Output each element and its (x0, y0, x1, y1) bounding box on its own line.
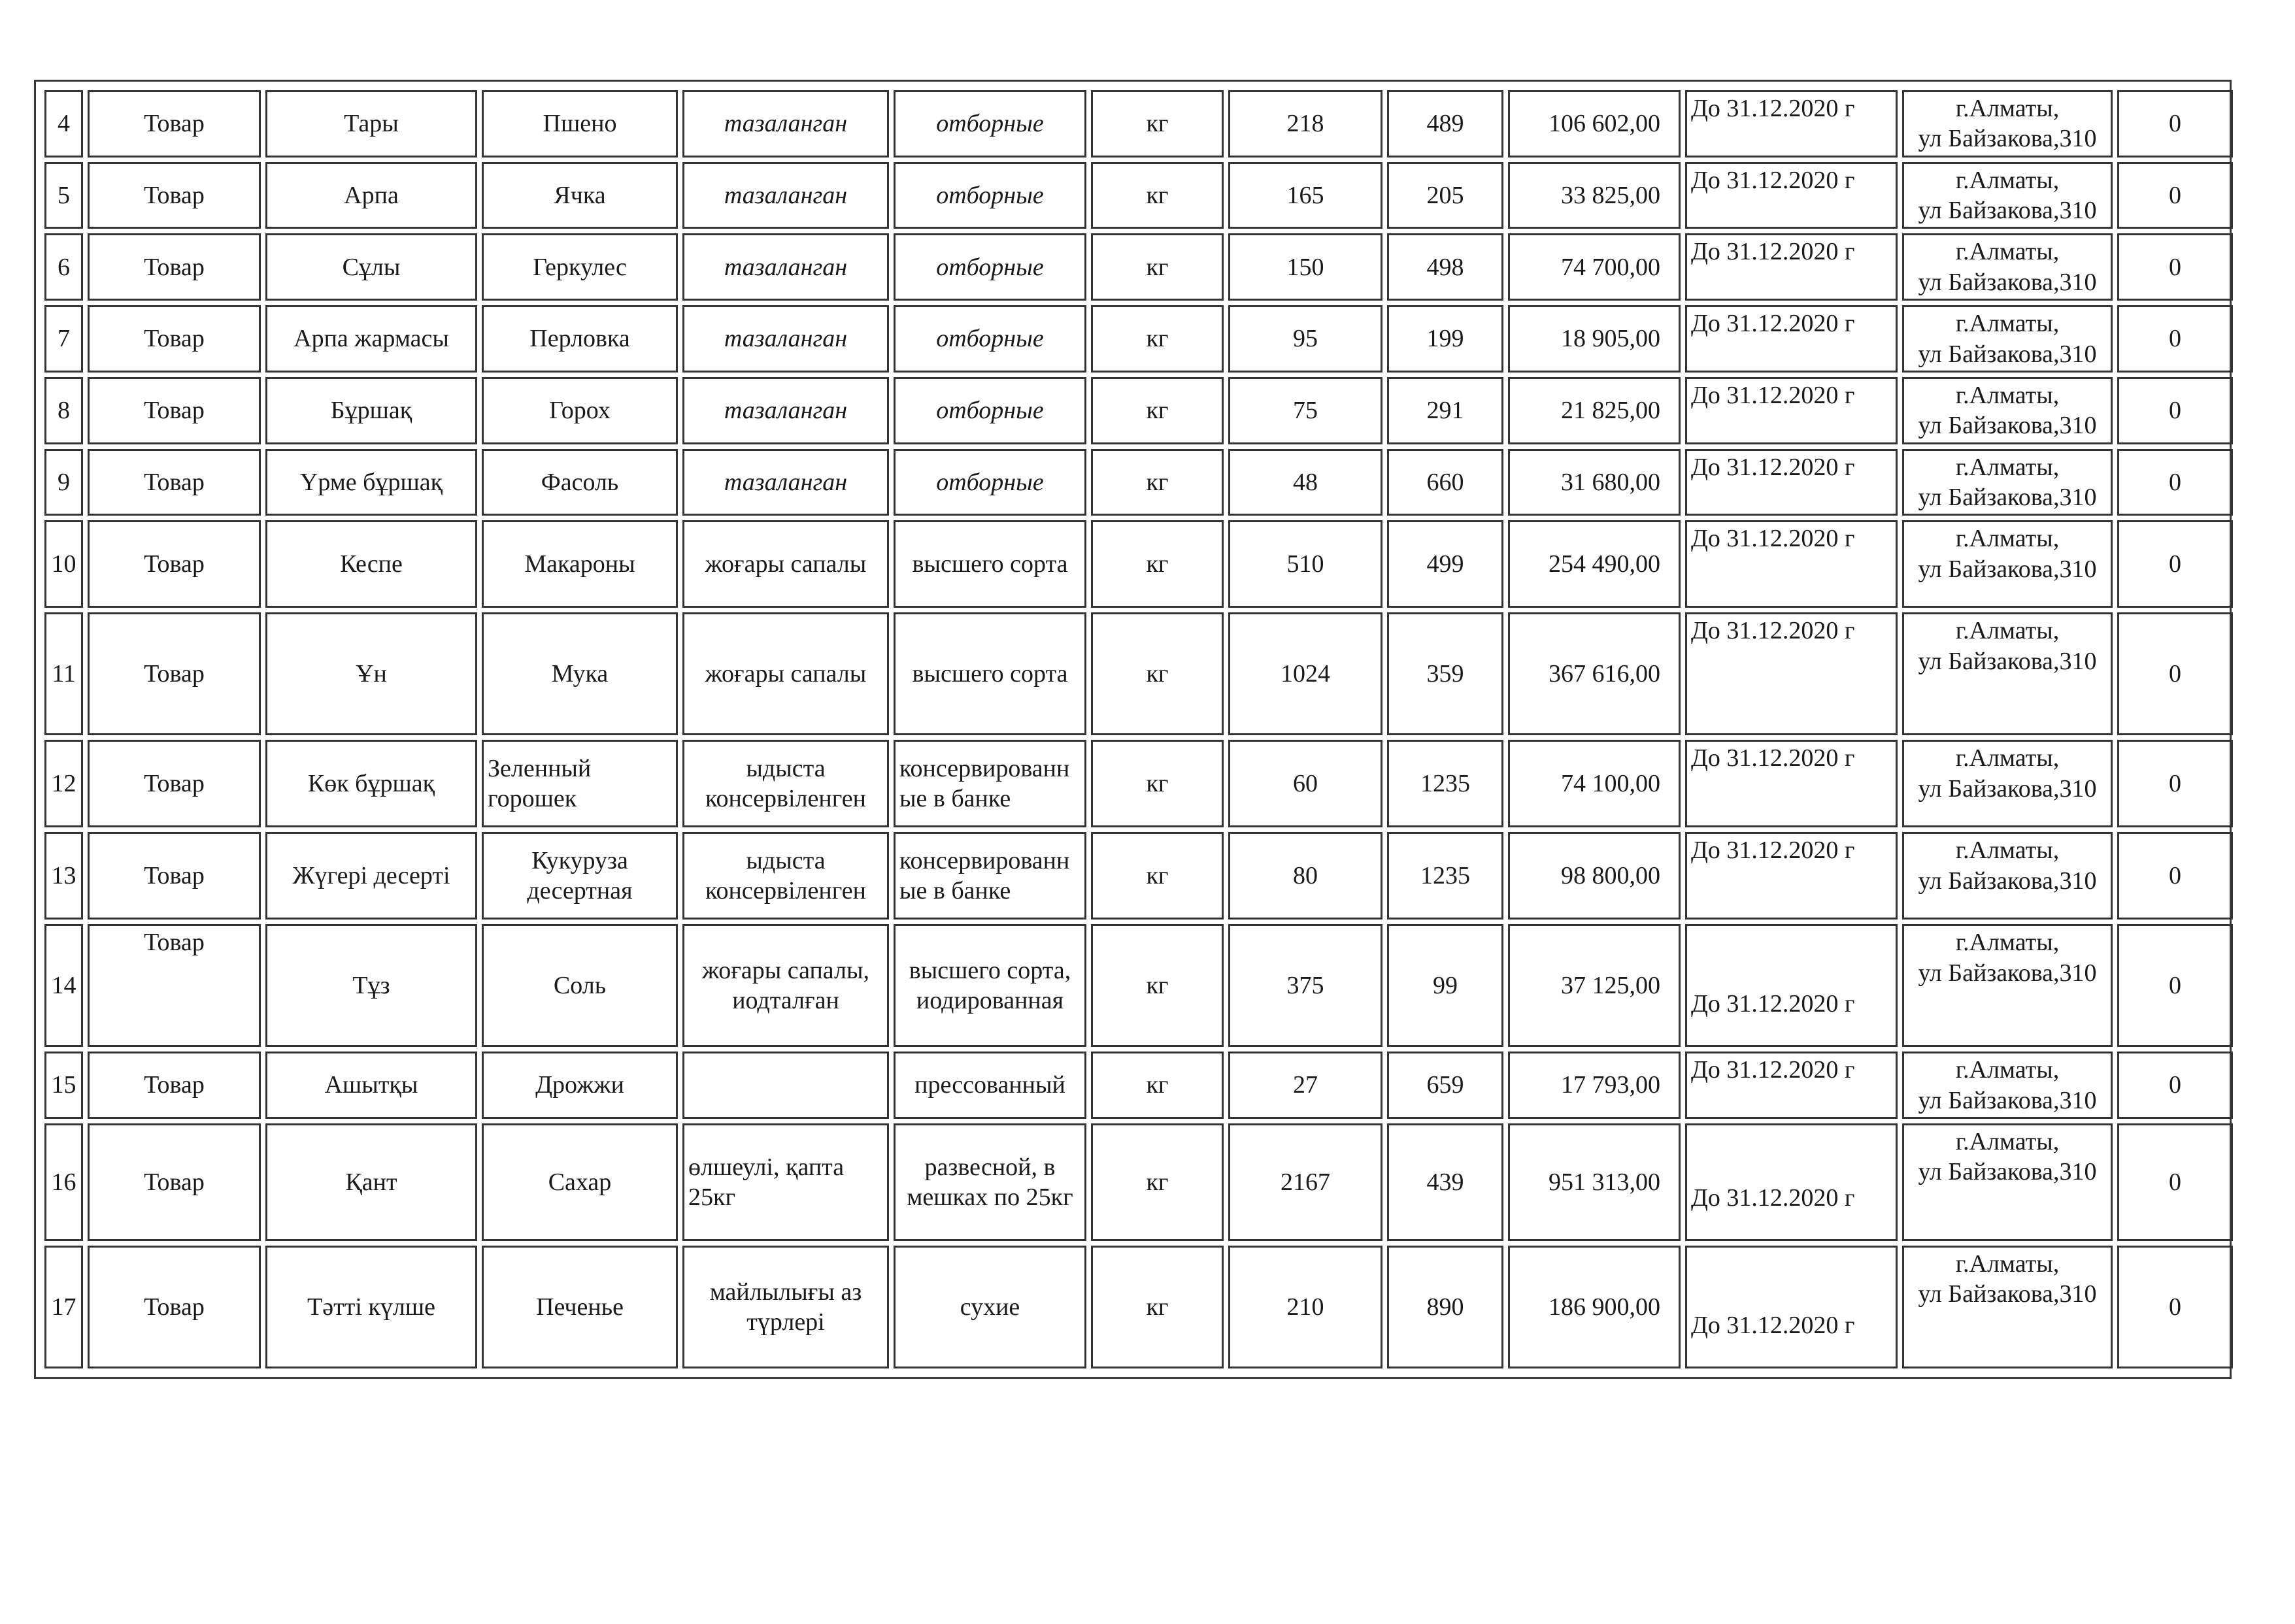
quantity: 1024 (1228, 612, 1382, 735)
address-city: г.Алматы, (1955, 381, 2060, 409)
quantity: 210 (1228, 1246, 1382, 1368)
delivery-deadline: До 31.12.2020 г (1685, 305, 1898, 373)
spec-kz: тазаланган (682, 449, 889, 516)
table-row (44, 449, 2233, 516)
spec-ru: развесной, в мешках по 25кг (894, 1123, 1086, 1241)
delivery-deadline: До 31.12.2020 г (1685, 377, 1898, 444)
unit-price: 359 (1387, 612, 1503, 735)
total-sum: 951 313,00 (1508, 1123, 1681, 1241)
delivery-address (1902, 233, 2113, 301)
advance-payment: 0 (2117, 305, 2233, 373)
advance-payment: 0 (2117, 832, 2233, 920)
total-sum: 98 800,00 (1508, 832, 1681, 920)
unit: кг (1091, 740, 1224, 827)
quantity: 27 (1228, 1052, 1382, 1119)
spec-kz: майлылығы аз түрлері (682, 1246, 889, 1368)
spec-kz: жоғары сапалы, иодталған (682, 924, 889, 1047)
address-city: г.Алматы, (1955, 310, 2060, 338)
total-sum: 31 680,00 (1508, 449, 1681, 516)
unit-price: 1235 (1387, 832, 1503, 920)
address-street: ул Байзакова,310 (1918, 268, 2097, 296)
address-street: ул Байзакова,310 (1918, 555, 2097, 583)
item-name-kz: Жүгері десерті (265, 832, 477, 920)
quantity: 48 (1228, 449, 1382, 516)
table-row (44, 832, 2233, 920)
delivery-address (1902, 832, 2113, 920)
address-city: г.Алматы, (1955, 166, 2060, 194)
item-name-kz: Тұз (265, 924, 477, 1047)
quantity: 510 (1228, 520, 1382, 608)
spec-ru: отборные (894, 449, 1086, 516)
item-name-kz: Тәтті күлше (265, 1246, 477, 1368)
unit-price: 890 (1387, 1246, 1503, 1368)
quantity: 80 (1228, 832, 1382, 920)
item-name-ru: Фасоль (482, 449, 678, 516)
row-number: 14 (44, 924, 83, 1047)
item-name-ru: Сахар (482, 1123, 678, 1241)
delivery-deadline: До 31.12.2020 г (1685, 449, 1898, 516)
item-type: Товар (88, 1246, 261, 1368)
item-name-kz: Көк бұршақ (265, 740, 477, 827)
address-city: г.Алматы, (1955, 1250, 2060, 1278)
delivery-deadline: До 31.12.2020 г (1685, 612, 1898, 735)
total-sum: 17 793,00 (1508, 1052, 1681, 1119)
item-type: Товар (88, 162, 261, 229)
spec-kz: тазаланган (682, 90, 889, 157)
spec-ru: отборные (894, 162, 1086, 229)
procurement-table (40, 86, 2237, 1373)
unit: кг (1091, 162, 1224, 229)
spec-kz: тазаланган (682, 305, 889, 373)
address-city: г.Алматы, (1955, 1128, 2060, 1156)
item-type: Товар (88, 377, 261, 444)
quantity: 75 (1228, 377, 1382, 444)
unit-price: 99 (1387, 924, 1503, 1047)
item-name-ru: Перловка (482, 305, 678, 373)
total-sum: 254 490,00 (1508, 520, 1681, 608)
table-row (44, 520, 2233, 608)
total-sum: 21 825,00 (1508, 377, 1681, 444)
delivery-address (1902, 1052, 2113, 1119)
spec-kz (682, 1052, 889, 1119)
delivery-address (1902, 520, 2113, 608)
spec-ru: отборные (894, 305, 1086, 373)
delivery-deadline: До 31.12.2020 г (1685, 1123, 1898, 1241)
advance-payment: 0 (2117, 1246, 2233, 1368)
delivery-address (1902, 162, 2113, 229)
delivery-deadline: До 31.12.2020 г (1685, 520, 1898, 608)
unit-price: 199 (1387, 305, 1503, 373)
row-number: 15 (44, 1052, 83, 1119)
table-row (44, 612, 2233, 735)
item-type: Товар (88, 90, 261, 157)
quantity: 375 (1228, 924, 1382, 1047)
item-type: Товар (88, 612, 261, 735)
row-number: 9 (44, 449, 83, 516)
quantity: 218 (1228, 90, 1382, 157)
spec-kz: тазаланган (682, 377, 889, 444)
spec-kz: тазаланган (682, 162, 889, 229)
unit-price: 291 (1387, 377, 1503, 444)
spec-ru: отборные (894, 377, 1086, 444)
unit-price: 499 (1387, 520, 1503, 608)
delivery-address (1902, 377, 2113, 444)
row-number: 4 (44, 90, 83, 157)
spec-ru: высшего сорта, иодированная (894, 924, 1086, 1047)
advance-payment: 0 (2117, 1052, 2233, 1119)
delivery-address (1902, 612, 2113, 735)
row-number: 7 (44, 305, 83, 373)
item-type: Товар (88, 305, 261, 373)
row-number: 8 (44, 377, 83, 444)
table-row (44, 924, 2233, 1047)
delivery-address (1902, 1246, 2113, 1368)
address-street: ул Байзакова,310 (1918, 1280, 2097, 1308)
advance-payment: 0 (2117, 1123, 2233, 1241)
address-street: ул Байзакова,310 (1918, 959, 2097, 987)
address-city: г.Алматы, (1955, 238, 2060, 266)
spec-ru: отборные (894, 90, 1086, 157)
quantity: 95 (1228, 305, 1382, 373)
table-row (44, 162, 2233, 229)
unit: кг (1091, 377, 1224, 444)
total-sum: 18 905,00 (1508, 305, 1681, 373)
item-name-kz: Үрме бұршақ (265, 449, 477, 516)
table-row (44, 1123, 2233, 1241)
delivery-deadline: До 31.12.2020 г (1685, 832, 1898, 920)
table-row (44, 740, 2233, 827)
address-street: ул Байзакова,310 (1918, 125, 2097, 153)
unit: кг (1091, 612, 1224, 735)
table-row (44, 377, 2233, 444)
item-name-kz: Қант (265, 1123, 477, 1241)
delivery-address (1902, 305, 2113, 373)
address-city: г.Алматы, (1955, 95, 2060, 122)
delivery-deadline: До 31.12.2020 г (1685, 1052, 1898, 1119)
row-number: 17 (44, 1246, 83, 1368)
item-name-kz: Арпа жармасы (265, 305, 477, 373)
table-row (44, 1246, 2233, 1368)
item-type: Товар (88, 740, 261, 827)
unit: кг (1091, 90, 1224, 157)
total-sum: 186 900,00 (1508, 1246, 1681, 1368)
total-sum: 106 602,00 (1508, 90, 1681, 157)
advance-payment: 0 (2117, 520, 2233, 608)
row-number: 12 (44, 740, 83, 827)
address-street: ул Байзакова,310 (1918, 647, 2097, 675)
spec-ru: прессованный (894, 1052, 1086, 1119)
table-row (44, 233, 2233, 301)
address-city: г.Алматы, (1955, 929, 2060, 957)
delivery-deadline: До 31.12.2020 г (1685, 162, 1898, 229)
row-number: 16 (44, 1123, 83, 1241)
advance-payment: 0 (2117, 612, 2233, 735)
address-street: ул Байзакова,310 (1918, 774, 2097, 803)
spec-kz: жоғары сапалы (682, 612, 889, 735)
spec-ru: высшего сорта (894, 612, 1086, 735)
address-city: г.Алматы, (1955, 837, 2060, 865)
item-type: Товар (88, 520, 261, 608)
procurement-table-sheet (34, 80, 2232, 1379)
item-name-ru: Кукуруза десертная (482, 832, 678, 920)
item-type: Товар (88, 233, 261, 301)
spec-ru: консервированные в банке (894, 832, 1086, 920)
delivery-address (1902, 1123, 2113, 1241)
item-type: Товар (88, 832, 261, 920)
unit: кг (1091, 305, 1224, 373)
row-number: 6 (44, 233, 83, 301)
item-name-kz: Кеспе (265, 520, 477, 608)
address-street: ул Байзакова,310 (1918, 1086, 2097, 1114)
total-sum: 37 125,00 (1508, 924, 1681, 1047)
table-row (44, 305, 2233, 373)
item-name-ru: Ячка (482, 162, 678, 229)
item-name-kz: Ашытқы (265, 1052, 477, 1119)
item-name-ru: Геркулес (482, 233, 678, 301)
address-street: ул Байзакова,310 (1918, 1158, 2097, 1186)
unit: кг (1091, 520, 1224, 608)
row-number: 10 (44, 520, 83, 608)
advance-payment: 0 (2117, 740, 2233, 827)
table-row (44, 1052, 2233, 1119)
address-street: ул Байзакова,310 (1918, 867, 2097, 895)
table-body (44, 90, 2233, 1368)
address-street: ул Байзакова,310 (1918, 483, 2097, 511)
advance-payment: 0 (2117, 90, 2233, 157)
quantity: 2167 (1228, 1123, 1382, 1241)
address-street: ул Байзакова,310 (1918, 197, 2097, 225)
item-name-ru: Зеленный горошек (482, 740, 678, 827)
delivery-deadline: До 31.12.2020 г (1685, 924, 1898, 1047)
row-number: 13 (44, 832, 83, 920)
delivery-deadline: До 31.12.2020 г (1685, 90, 1898, 157)
advance-payment: 0 (2117, 924, 2233, 1047)
unit: кг (1091, 924, 1224, 1047)
item-name-ru: Соль (482, 924, 678, 1047)
unit-price: 489 (1387, 90, 1503, 157)
spec-ru: консервированные в банке (894, 740, 1086, 827)
unit-price: 205 (1387, 162, 1503, 229)
item-name-kz: Сұлы (265, 233, 477, 301)
row-number: 5 (44, 162, 83, 229)
total-sum: 74 700,00 (1508, 233, 1681, 301)
address-city: г.Алматы, (1955, 525, 2060, 553)
advance-payment: 0 (2117, 233, 2233, 301)
unit: кг (1091, 832, 1224, 920)
unit: кг (1091, 1246, 1224, 1368)
delivery-deadline: До 31.12.2020 г (1685, 740, 1898, 827)
quantity: 60 (1228, 740, 1382, 827)
spec-ru: сухие (894, 1246, 1086, 1368)
item-name-ru: Мука (482, 612, 678, 735)
row-number: 11 (44, 612, 83, 735)
item-name-ru: Пшено (482, 90, 678, 157)
unit: кг (1091, 449, 1224, 516)
unit-price: 1235 (1387, 740, 1503, 827)
spec-kz: ыдыста консервіленген (682, 740, 889, 827)
item-name-kz: Тары (265, 90, 477, 157)
spec-ru: высшего сорта (894, 520, 1086, 608)
spec-ru: отборные (894, 233, 1086, 301)
address-city: г.Алматы, (1955, 744, 2060, 772)
address-city: г.Алматы, (1955, 453, 2060, 481)
address-street: ул Байзакова,310 (1918, 412, 2097, 440)
total-sum: 33 825,00 (1508, 162, 1681, 229)
table-row (44, 90, 2233, 157)
spec-kz: ыдыста консервіленген (682, 832, 889, 920)
unit: кг (1091, 1052, 1224, 1119)
delivery-deadline: До 31.12.2020 г (1685, 1246, 1898, 1368)
unit: кг (1091, 1123, 1224, 1241)
item-name-ru: Дрожжи (482, 1052, 678, 1119)
delivery-address (1902, 90, 2113, 157)
unit-price: 439 (1387, 1123, 1503, 1241)
address-city: г.Алматы, (1955, 1056, 2060, 1084)
item-type: Товар (88, 924, 261, 1047)
address-city: г.Алматы, (1955, 617, 2060, 645)
item-name-ru: Печенье (482, 1246, 678, 1368)
item-name-ru: Горох (482, 377, 678, 444)
delivery-address (1902, 740, 2113, 827)
unit-price: 659 (1387, 1052, 1503, 1119)
delivery-address (1902, 924, 2113, 1047)
advance-payment: 0 (2117, 377, 2233, 444)
advance-payment: 0 (2117, 162, 2233, 229)
delivery-deadline: До 31.12.2020 г (1685, 233, 1898, 301)
item-name-kz: Ұн (265, 612, 477, 735)
item-name-ru: Макароны (482, 520, 678, 608)
total-sum: 367 616,00 (1508, 612, 1681, 735)
spec-kz: тазаланган (682, 233, 889, 301)
item-name-kz: Арпа (265, 162, 477, 229)
item-name-kz: Бұршақ (265, 377, 477, 444)
item-type: Товар (88, 449, 261, 516)
spec-kz: өлшеулі, қапта 25кг (682, 1123, 889, 1241)
quantity: 150 (1228, 233, 1382, 301)
spec-kz: жоғары сапалы (682, 520, 889, 608)
item-type: Товар (88, 1052, 261, 1119)
unit-price: 498 (1387, 233, 1503, 301)
item-type: Товар (88, 1123, 261, 1241)
unit: кг (1091, 233, 1224, 301)
advance-payment: 0 (2117, 449, 2233, 516)
quantity: 165 (1228, 162, 1382, 229)
address-street: ул Байзакова,310 (1918, 340, 2097, 368)
unit-price: 660 (1387, 449, 1503, 516)
total-sum: 74 100,00 (1508, 740, 1681, 827)
delivery-address (1902, 449, 2113, 516)
